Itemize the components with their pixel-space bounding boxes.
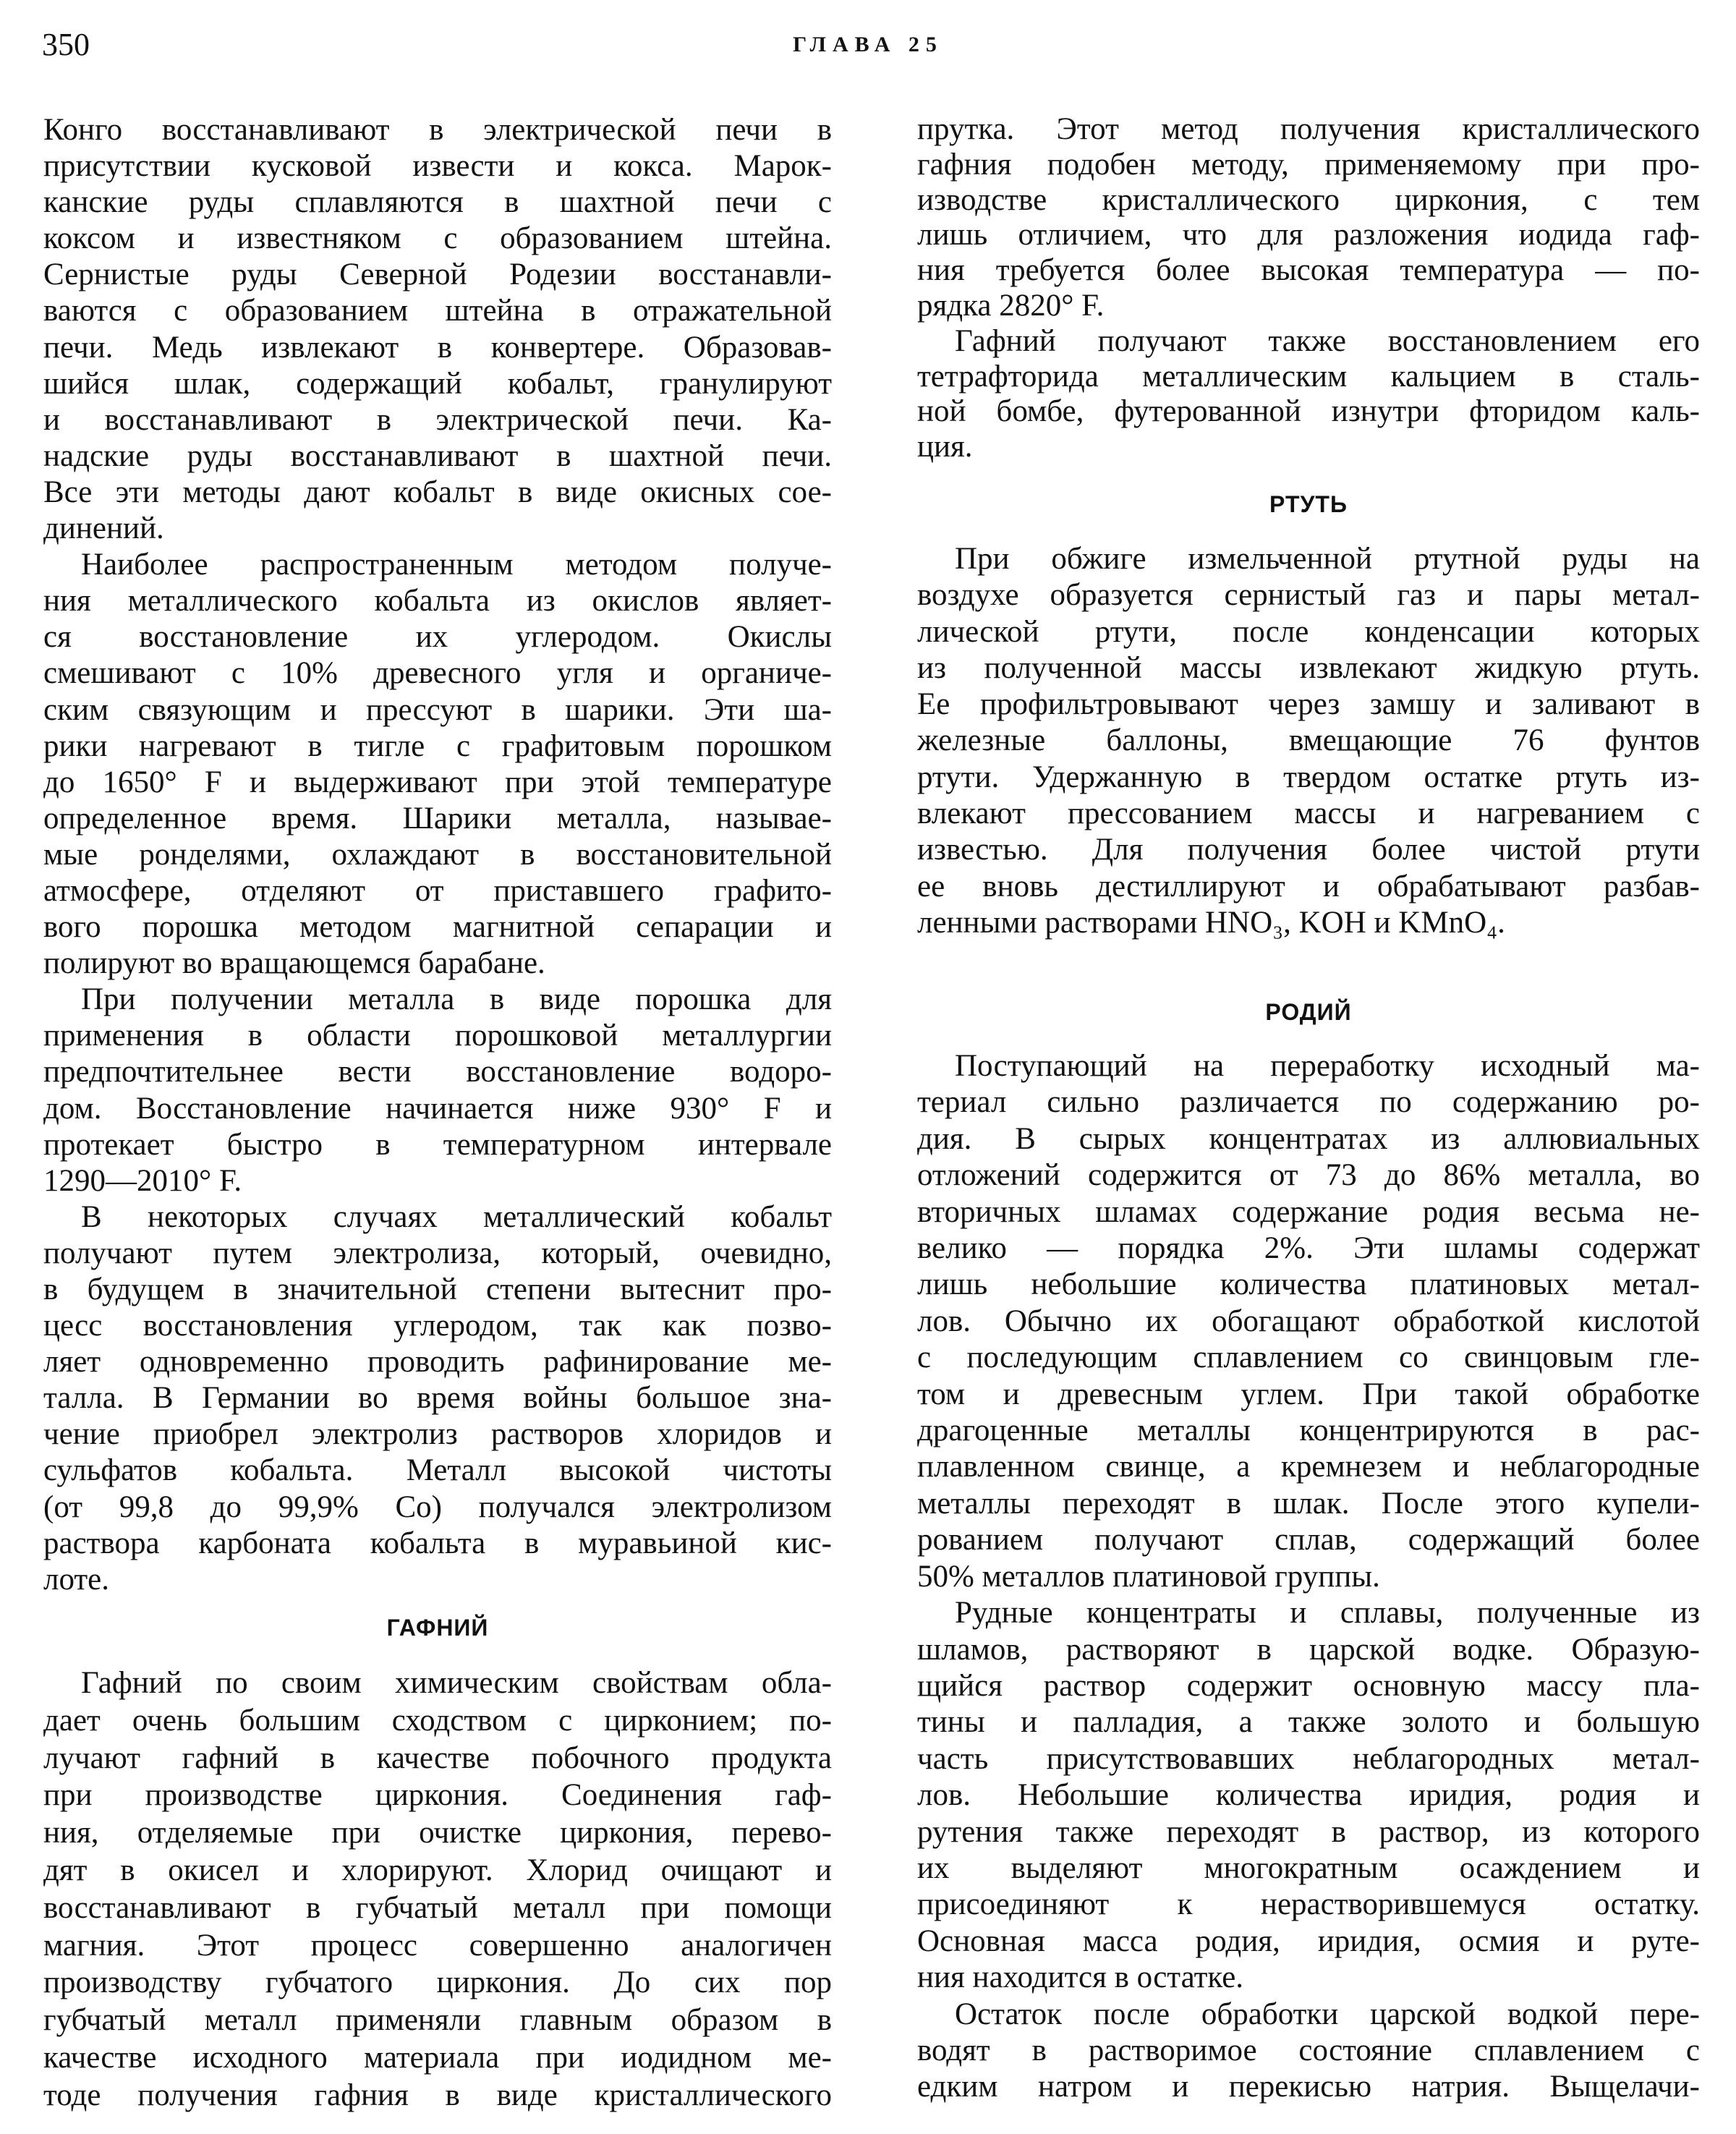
text-line: том и древесным углем. При такой обработке [917, 1377, 1700, 1411]
text-line: влекают прессованием массы и нагреванием с [917, 796, 1700, 831]
text-line: велико — порядка 2%. Эти шламы содержат [917, 1231, 1700, 1266]
text-line: гафния подобен методу, применяемому при про- [917, 147, 1700, 182]
section-heading-hafnium: ГАФНИЙ [386, 1615, 489, 1641]
text-line: цесс восстановления углеродом, так как позво- [43, 1309, 832, 1343]
text-line: протекает быстро в температурном интервале [43, 1127, 832, 1162]
text-line: ртути. Удержанную в твердом остатке ртуть из- [917, 760, 1700, 794]
section-heading-rhodium: РОДИЙ [1265, 999, 1352, 1025]
mercury-section-text [917, 541, 1700, 941]
text-line: раствора карбоната кобальта в муравьиной кис- [43, 1526, 832, 1560]
text-line: при производстве циркония. Соединения гаф- [43, 1778, 832, 1813]
text-line: талла. В Германии во время войны большое зна- [43, 1381, 832, 1416]
text-line: Основная масса родия, иридия, осмия и руте- [917, 1923, 1700, 1958]
text-line: железные баллоны, вмещающие 76 фунтов [917, 723, 1700, 758]
text-line: лишь отличием, что для разложения иодида гаф- [917, 218, 1700, 252]
text-line: коксом и известняком с образованием штейна. [43, 221, 832, 256]
text-line: Сернистые руды Северной Родезии восстанавли- [43, 258, 832, 292]
text-line: едким натром и перекисью натрия. Выщелачи- [917, 2070, 1700, 2104]
paragraph [917, 324, 1700, 465]
text-line: ляет одновременно проводить рафинирование ме- [43, 1345, 832, 1380]
text-line: получают путем электролиза, который, очевидно, [43, 1236, 832, 1270]
text-line: сульфатов кобальта. Металл высокой чистоты [43, 1453, 832, 1488]
text-line: из полученной массы извлекают жидкую ртуть. [917, 650, 1700, 685]
text-line: динений. [43, 511, 164, 546]
text-line: часть присутствовавших неблагородных метал- [917, 1741, 1700, 1776]
text-line: смешивают с 10% древесного угля и органиче- [43, 656, 832, 691]
text-line: териал сильно различается по содержанию ро- [917, 1085, 1700, 1120]
paragraph [43, 1665, 832, 2114]
text-line: отложений содержится от 73 до 86% металла, во [917, 1158, 1700, 1193]
section-heading-mercury: РТУТЬ [1269, 491, 1348, 517]
text-line: водят в растворимое состояние сплавлением с [917, 2033, 1700, 2067]
text-line: Ее профильтровывают через замшу и заливают в [917, 687, 1700, 722]
text-line: лической ртути, после конденсации которых [917, 614, 1700, 649]
text-line: изводстве кристаллического циркония, с тем [917, 182, 1700, 217]
text-line: присоединяют к нерастворившемуся остатку. [917, 1887, 1700, 1922]
text-line: их выделяют многократным осаждением и [917, 1850, 1700, 1885]
text-line: дят в окисел и хлорируют. Хлорид очищают и [43, 1853, 832, 1887]
text-line: атмосфере, отделяют от приставшего графито- [43, 873, 832, 908]
text-line: рутения также переходят в раствор, из которого [917, 1814, 1700, 1849]
text-line: прутка. Этот метод получения кристаллического [917, 112, 1700, 146]
text-line: (от 99,8 до 99,9% Co) получался электролизом [43, 1489, 832, 1524]
text-line: При получении металла в виде порошка для [81, 982, 832, 1017]
text-line: качестве исходного материала при иодидном ме- [43, 2040, 832, 2075]
text-line: и восстанавливают в электрической печи. Ка- [43, 402, 832, 437]
text-line: ее вновь дестиллируют и обрабатывают разбав- [917, 869, 1700, 904]
text-line: мые ронделями, охлаждают в восстановительной [43, 837, 832, 872]
left-column-intro [43, 112, 832, 1598]
text-line: плавленном свинце, а кремнезем и неблагородные [917, 1450, 1700, 1484]
text-line: надские руды восстанавливают в шахтной печи. [43, 438, 832, 473]
text-line: Гафний по своим химическим свойствам обла- [81, 1666, 832, 1700]
text-line: до 1650° F и выдерживают при этой температуре [43, 765, 832, 799]
text-line: рядка 2820° F. [917, 288, 1105, 323]
text-line: ния металлического кобальта из окислов являет- [43, 584, 832, 618]
text-line: ция. [917, 430, 973, 464]
text-line: ваются с образованием штейна в отражательной [43, 294, 832, 328]
text-line: Поступающий на переработку исходный ма- [955, 1049, 1700, 1083]
page-number: 350 [42, 27, 90, 62]
text-line: вторичных шламах содержание родия весьма не- [917, 1194, 1700, 1229]
text-line: вого порошка методом магнитной сепарации и [43, 910, 832, 945]
text-line: ния находится в остатке. [917, 1960, 1244, 1995]
text-line: чение приобрел электролиз растворов хлоридов и [43, 1417, 832, 1452]
paragraph [917, 1997, 1700, 2106]
text-line: шийся шлак, содержащий кобальт, гранулируют [43, 366, 832, 401]
text-line: ся восстановление их углеродом. Окислы [43, 620, 832, 655]
text-line: лов. Небольшие количества иридия, родия и [917, 1778, 1700, 1813]
text-line: Рудные концентраты и сплавы, полученные из [955, 1596, 1700, 1631]
text-line: производству губчатого циркония. До сих пор [43, 1965, 832, 2000]
text-line: лоте. [43, 1562, 110, 1597]
text-line: рики нагревают в тигле с графитовым порошком [43, 728, 832, 763]
text-line: дом. Восстановление начинается ниже 930° F и [43, 1091, 832, 1126]
text-line: в будущем в значительной степени вытеснит про- [43, 1272, 832, 1306]
text-line: определенное время. Шарики металла, называе- [43, 801, 832, 836]
paragraph [43, 1199, 832, 1598]
text-line: ским связующим и прессуют в шарики. Эти ша- [43, 692, 832, 727]
text-line: Все эти методы дают кобальт в виде окисных сое- [43, 475, 832, 509]
text-line: Конго восстанавливают в электрической печи в [43, 113, 832, 147]
text-line: канские руды сплавляются в шахтной печи с [43, 185, 832, 220]
text-line: восстанавливают в губчатый металл при помощи [43, 1890, 832, 1925]
paragraph [917, 1048, 1700, 1595]
text-line: известью. Для получения более чистой ртути [917, 833, 1700, 867]
text-line: ленными растворами HNO₃, KOH и KMnO₄. [917, 905, 1505, 940]
text-line: магния. Этот процесс совершенно аналогичен [43, 1928, 832, 1963]
rhodium-section-text [917, 1048, 1700, 2106]
paragraph [43, 112, 832, 547]
paragraph [43, 547, 832, 982]
text-line: тоде получения гафния в виде кристаллического [43, 2078, 832, 2112]
hafnium-section-text [43, 1665, 832, 2114]
text-line: полируют во вращающемся барабане. [43, 946, 545, 981]
right-column-intro [917, 112, 1700, 465]
text-line: ной бомбе, футерованной изнутри фторидом каль- [917, 394, 1700, 429]
text-line: лов. Обычно их обогащают обработкой кислотой [917, 1304, 1700, 1338]
text-line: тетрафторида металлическим кальцием в сталь- [917, 359, 1700, 394]
text-line: Остаток после обработки царской водкой пере- [955, 1997, 1700, 2031]
text-line: дия. В сырых концентратах из аллювиальных [917, 1121, 1700, 1156]
text-line: 50% металлов платиновой группы. [917, 1559, 1380, 1594]
text-line: металлы переходят в шлак. После этого купели- [917, 1486, 1700, 1521]
text-line: предпочтительнее вести восстановление водоро- [43, 1055, 832, 1089]
text-line: дает очень большим сходством с цирконием; по- [43, 1703, 832, 1738]
text-line: тины и палладия, а также золото и большую [917, 1705, 1700, 1740]
paragraph [917, 112, 1700, 324]
text-line: Гафний получают также восстановлением его [955, 323, 1700, 358]
text-line: шламов, растворяют в царской водке. Образую- [917, 1632, 1700, 1667]
text-line: драгоценные металлы концентрируются в рас- [917, 1414, 1700, 1448]
text-line: ния, отделяемые при очистке циркония, перево- [43, 1816, 832, 1850]
text-line: 1290—2010° F. [43, 1163, 242, 1198]
text-line: печи. Медь извлекают в конвертере. Образовав- [43, 330, 832, 365]
text-line: рованием получают сплав, содержащий более [917, 1523, 1700, 1557]
text-line: В некоторых случаях металлический кобальт [81, 1199, 832, 1234]
chapter-title: ГЛАВА 25 [793, 33, 943, 56]
text-line: воздухе образуется сернистый газ и пары метал- [917, 578, 1700, 613]
paragraph [917, 541, 1700, 941]
text-line: присутствии кусковой извести и кокса. Марок- [43, 149, 832, 184]
text-line: щийся раствор содержит основную массу пла- [917, 1668, 1700, 1703]
text-line: лишь небольшие количества платиновых метал- [917, 1267, 1700, 1302]
text-line: Наиболее распространенным методом получе- [81, 548, 832, 582]
text-line: с последующим сплавлением со свинцовым гле- [917, 1340, 1700, 1375]
text-line: губчатый металл применяли главным образом в [43, 2003, 832, 2038]
text-line: ния требуется более высокая температура — по- [917, 253, 1700, 288]
text-line: лучают гафний в качестве побочного продукта [43, 1740, 832, 1775]
paragraph [43, 982, 832, 1199]
text-line: При обжиге измельченной ртутной руды на [955, 542, 1700, 576]
paragraph [917, 1595, 1700, 1996]
text-line: применения в области порошковой металлургии [43, 1019, 832, 1053]
